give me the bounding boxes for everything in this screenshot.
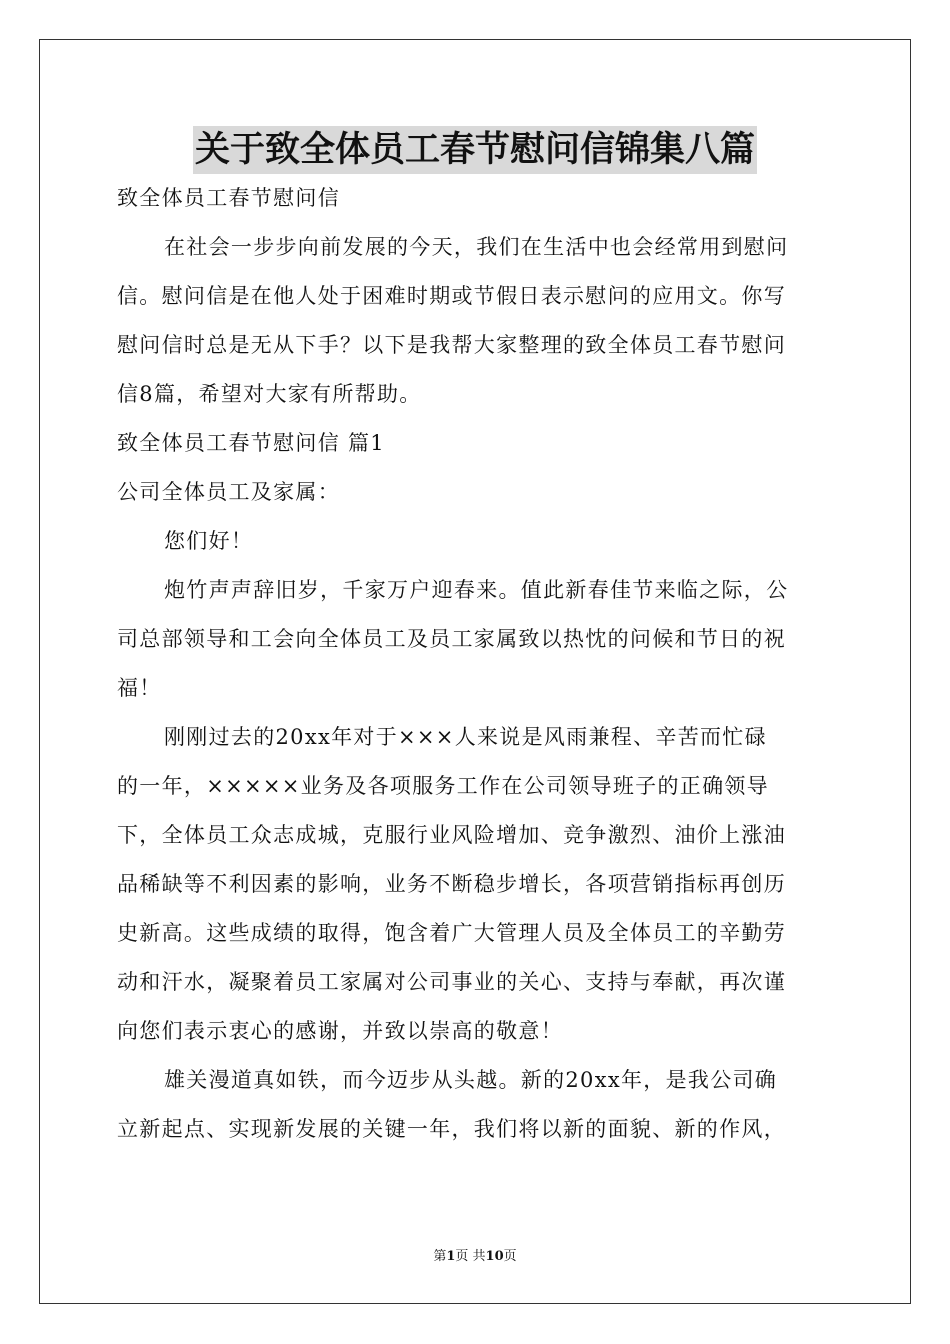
body-line: 信。慰问信是在他人处于困难时期或节假日表示慰问的应用文。你写 [117,284,786,308]
body-line: 品稀缺等不利因素的影响，业务不断稳步增长，各项营销指标再创历 [117,872,786,896]
footer-suffix: 页 [503,1249,517,1264]
body-line: 信8篇，希望对大家有所帮助。 [117,382,422,406]
body-line: 致全体员工春节慰问信 [117,186,340,210]
body-line: 下，全体员工众志成城，克服行业风险增加、竞争激烈、油价上涨油 [117,823,786,847]
body-line: 在社会一步步向前发展的今天，我们在生活中也会经常用到慰问 [164,235,789,259]
footer-current-page: 1 [446,1249,456,1264]
footer-prefix: 第 [433,1249,447,1264]
body-line: 慰问信时总是无从下手？以下是我帮大家整理的致全体员工春节慰问 [117,333,786,357]
body-line: 炮竹声声辞旧岁，千家万户迎春来。值此新春佳节来临之际，公 [164,578,789,602]
document-body [117,174,833,1154]
body-line: 福！ [117,676,162,700]
body-line: 向您们表示衷心的感谢，并致以崇高的敬意！ [117,1019,563,1043]
body-line: 司总部领导和工会向全体员工及员工家属致以热忱的问候和节日的祝 [117,627,786,651]
body-line: 史新高。这些成绩的取得，饱含着广大管理人员及全体员工的辛勤劳 [117,921,786,945]
page-footer [0,1248,950,1266]
footer-total-pages: 10 [485,1249,504,1264]
document-title: 关于致全体员工春节慰问信锦集八篇 [193,126,757,174]
body-line: 的一年，×××××业务及各项服务工作在公司领导班子的正确领导 [117,774,769,798]
body-line: 您们好！ [164,529,254,553]
body-line: 雄关漫道真如铁，而今迈步从头越。新的20xx年，是我公司确 [164,1068,778,1092]
body-line: 致全体员工春节慰问信 篇1 [117,431,385,455]
title-container [0,126,950,174]
body-line: 动和汗水，凝聚着员工家属对公司事业的关心、支持与奉献，再次谨 [117,970,786,994]
body-line: 立新起点、实现新发展的关键一年，我们将以新的面貌、新的作风， [117,1117,786,1141]
body-line: 公司全体员工及家属： [117,480,340,504]
body-line: 刚刚过去的20xx年对于×××人来说是风雨兼程、辛苦而忙碌 [164,725,767,749]
footer-mid: 页 共 [455,1249,486,1264]
